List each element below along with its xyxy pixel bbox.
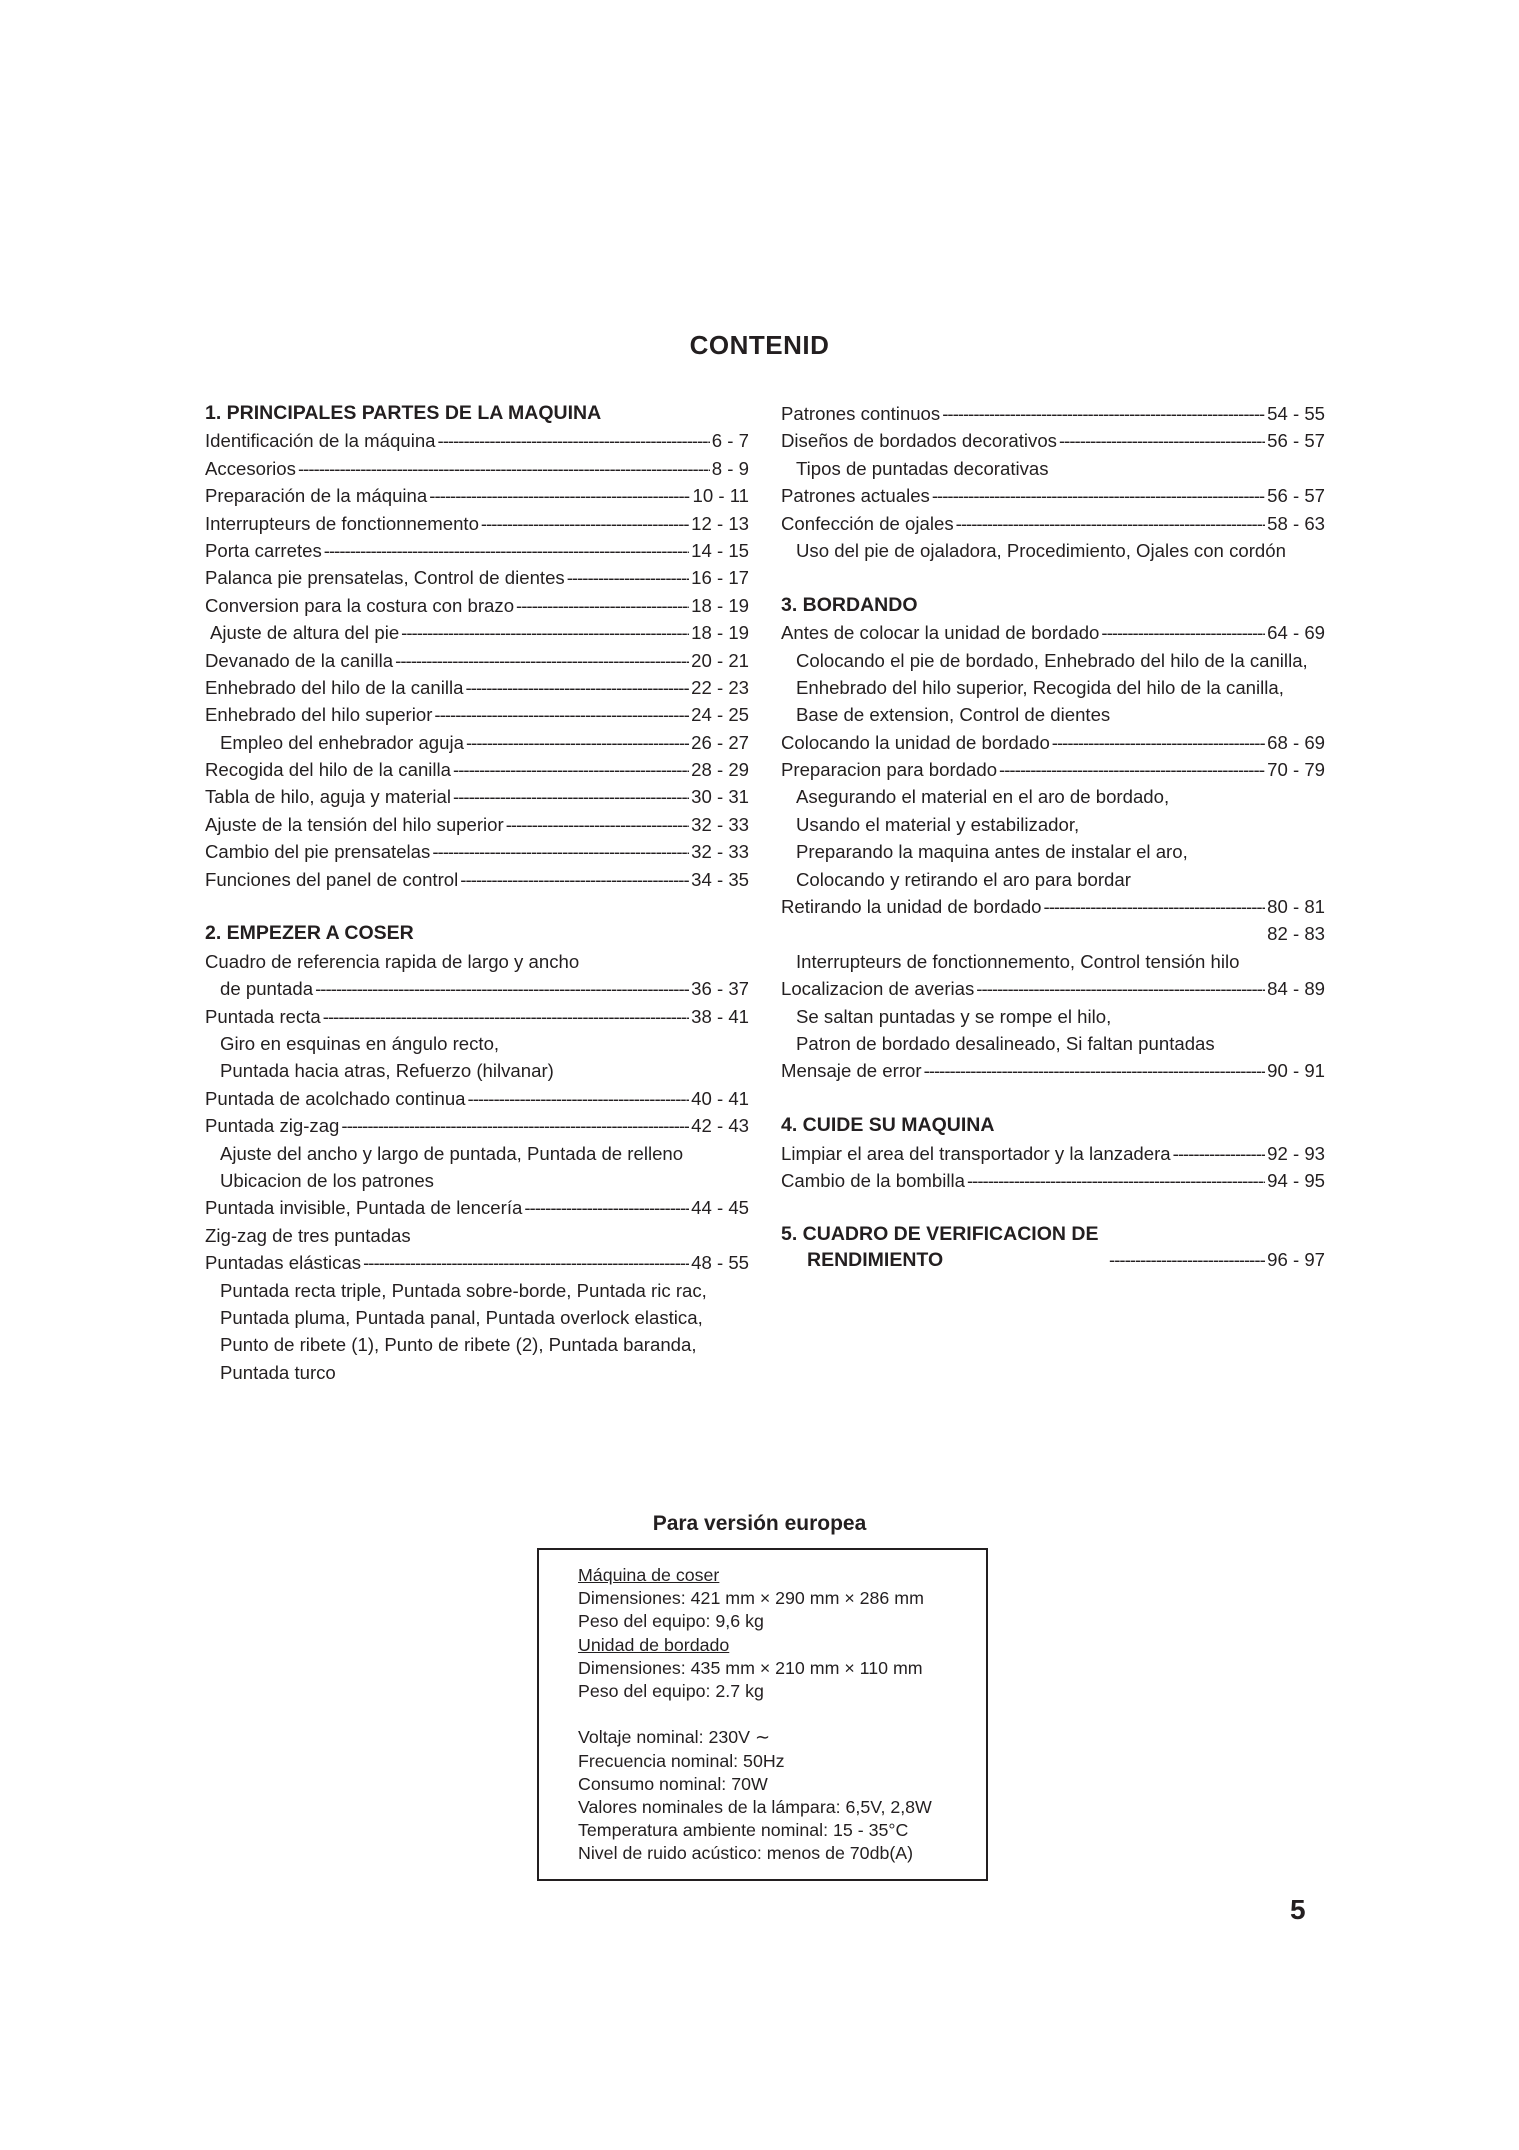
toc-entry[interactable]: Funciones del panel de control ----- 34 - 35 [205, 866, 749, 893]
toc-entry[interactable]: Mensaje de error ----- 90 - 91 [781, 1057, 1325, 1084]
toc-right-column [781, 400, 1325, 1273]
toc-line: Zig-zag de tres puntadas [205, 1224, 411, 1246]
toc-subline: Puntada recta triple, Puntada sobre-borde, Puntada ric rac, [220, 1279, 707, 1301]
toc-entry[interactable]: Accesorios ----- 8 - 9 [205, 455, 749, 482]
toc-subline: Tipos de puntadas decorativas [796, 457, 1049, 479]
unit-dimensions: Dimensiones: 435 mm × 210 mm × 110 mm [578, 1657, 923, 1678]
section-1-entries [205, 427, 749, 893]
section-heading-4: 4. CUIDE SU MAQUINA [781, 1114, 995, 1137]
toc-entry[interactable]: Enhebrado del hilo de la canilla ----- 22 - 23 [205, 674, 749, 701]
european-box-title: Para versión europea [652, 1512, 867, 1535]
toc-subline: Giro en esquinas en ángulo recto, [220, 1032, 500, 1054]
toc-subline: Uso del pie de ojaladora, Procedimiento, Ojales con cordón [796, 539, 1286, 561]
toc-entry[interactable]: Preparación de la máquina ----- 10 - 11 [205, 482, 749, 509]
toc-subline: Base de extension, Control de dientes [796, 704, 1111, 726]
toc-entry[interactable]: Localizacion de averias ----- 84 - 89 [781, 975, 1325, 1002]
toc-entry[interactable]: Palanca pie prensatelas, Control de dientes ----- 16 - 17 [205, 564, 749, 591]
toc-entry[interactable]: Puntadas elásticas ----- 48 - 55 [205, 1249, 749, 1276]
toc-entry[interactable]: Colocando la unidad de bordado ----- 68 - 69 [781, 729, 1325, 756]
toc-subline: Se saltan puntadas y se rompe el hilo, [796, 1005, 1112, 1027]
toc-entry[interactable]: Identificación de la máquina ----- 6 - 7 [205, 427, 749, 454]
toc-entry[interactable]: Confección de ojales ----- 58 - 63 [781, 510, 1325, 537]
toc-entry[interactable]: Devanado de la canilla ----- 20 - 21 [205, 647, 749, 674]
section-heading-2: 2. EMPEZER A COSER [205, 922, 414, 945]
section-heading-3: 3. BORDANDO [781, 593, 918, 616]
page-number: 5 [1290, 1894, 1306, 1925]
toc-entry[interactable]: Antes de colocar la unidad de bordado ----- 64 - 69 [781, 619, 1325, 646]
consumption-line: Consumo nominal: 70W [578, 1773, 768, 1794]
toc-subline: Preparando la maquina antes de instalar el aro, [796, 841, 1188, 863]
toc-entry[interactable]: Diseños de bordados decorativos ----- 56 - 57 [781, 427, 1325, 454]
toc-entry[interactable]: Limpiar el area del transportador y la lanzadera ----- 92 - 93 [781, 1140, 1325, 1167]
toc-entry[interactable]: Ajuste de la tensión del hilo superior ----- 32 - 33 [205, 811, 749, 838]
toc-subline: Ajuste del ancho y largo de puntada, Puntada de relleno [220, 1142, 684, 1164]
toc-entry[interactable]: Cambio del pie prensatelas ----- 32 - 33 [205, 838, 749, 865]
toc-entry[interactable]: Enhebrado del hilo superior ----- 24 - 25 [205, 701, 749, 728]
toc-entry[interactable]: Empleo del enhebrador aguja ----- 26 - 27 [205, 729, 749, 756]
toc-entry[interactable]: Puntada zig-zag ----- 42 - 43 [205, 1112, 749, 1139]
toc-entry[interactable]: Porta carretes ----- 14 - 15 [205, 537, 749, 564]
toc-subline: Ubicacion de los patrones [220, 1169, 434, 1191]
toc-subline: Puntada turco [220, 1361, 336, 1383]
toc-entry[interactable]: Retirando la unidad de bordado ----- 80 - 81 [781, 893, 1325, 920]
toc-entry[interactable]: de puntada ----- 36 - 37 [205, 975, 749, 1002]
noise-line: Nivel de ruido acústico: menos de 70db(A) [578, 1843, 914, 1864]
unit-weight: Peso del equipo: 2.7 kg [578, 1680, 764, 1701]
machine-dimensions: Dimensiones: 421 mm × 290 mm × 286 mm [578, 1588, 924, 1609]
toc-subline: Punto de ribete (1), Punto de ribete (2), Puntada baranda, [220, 1334, 697, 1356]
toc-entry[interactable]: Patrones continuos ----- 54 - 55 [781, 400, 1325, 427]
toc-entry[interactable]: Puntada de acolchado continua ----- 40 - 41 [205, 1085, 749, 1112]
european-specs-box [537, 1548, 988, 1881]
toc-entry[interactable]: Recogida del hilo de la canilla ----- 28 - 29 [205, 756, 749, 783]
temperature-line: Temperatura ambiente nominal: 15 - 35°C [578, 1820, 909, 1841]
toc-subline: Asegurando el material en el aro de bordado, [796, 786, 1170, 808]
toc-subline: Usando el material y estabilizador, [796, 813, 1080, 835]
toc-line: Cuadro de referencia rapida de largo y ancho [205, 950, 580, 972]
voltage-line: Voltaje nominal: 230V ∼ [578, 1727, 770, 1748]
frequency-line: Frecuencia nominal: 50Hz [578, 1750, 785, 1771]
toc-entry[interactable]: RENDIMIENTO ----- 96 - 97 [781, 1246, 1325, 1273]
toc-entry[interactable]: Ajuste de altura del pie ----- 18 - 19 [205, 619, 749, 646]
section-heading-5: 5. CUADRO DE VERIFICACION DE [781, 1222, 1099, 1245]
toc-entry[interactable]: Tabla de hilo, aguja y material ----- 30 - 31 [205, 783, 749, 810]
toc-entry[interactable]: Patrones actuales ----- 56 - 57 [781, 482, 1325, 509]
lamp-line: Valores nominales de la lámpara: 6,5V, 2,8W [578, 1796, 932, 1817]
toc-entry[interactable]: Puntada recta ----- 38 - 41 [205, 1003, 749, 1030]
toc-subline: Enhebrado del hilo superior, Recogida del hilo de la canilla, [796, 676, 1284, 698]
toc-entry[interactable]: Preparacion para bordado ----- 70 - 79 [781, 756, 1325, 783]
toc-subline: Puntada pluma, Puntada panal, Puntada overlock elastica, [220, 1306, 703, 1328]
toc-subline: Colocando el pie de bordado, Enhebrado del hilo de la canilla, [796, 649, 1308, 671]
machine-heading: Máquina de coser [578, 1565, 720, 1585]
toc-subline: Patron de bordado desalineado, Si faltan puntadas [796, 1032, 1215, 1054]
toc-entry[interactable]: Puntada invisible, Puntada de lencería ----- 44 - 45 [205, 1194, 749, 1221]
toc-subline: Colocando y retirando el aro para bordar [796, 868, 1131, 890]
unit-heading: Unidad de bordado [578, 1634, 730, 1655]
toc-extra-pages: 82 - 83 [1267, 923, 1325, 945]
toc-entry[interactable]: Cambio de la bombilla ----- 94 - 95 [781, 1167, 1325, 1194]
toc-left-column [205, 400, 749, 1386]
machine-weight: Peso del equipo: 9,6 kg [578, 1611, 764, 1632]
toc-subline: Interrupteurs de fonctionnemento, Control tensión hilo [796, 950, 1240, 972]
page-title: CONTENID [689, 330, 830, 360]
section-heading-1: 1. PRINCIPALES PARTES DE LA MAQUINA [205, 402, 602, 424]
toc-entry[interactable]: Conversion para la costura con brazo ----- 18 - 19 [205, 592, 749, 619]
toc-subline: Puntada hacia atras, Refuerzo (hilvanar) [220, 1060, 554, 1082]
toc-entry[interactable]: Interrupteurs de fonctionnemento ----- 12 - 13 [205, 510, 749, 537]
